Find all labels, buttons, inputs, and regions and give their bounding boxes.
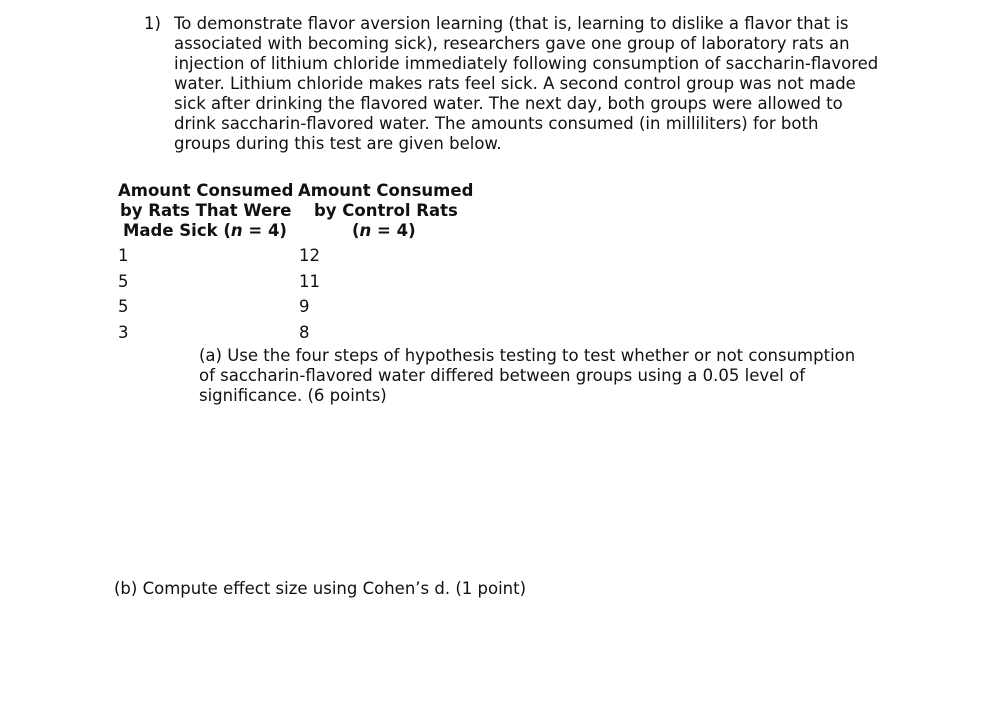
question-line: drink saccharin-flavored water. The amounts consumed (in milliliters) for both	[174, 114, 819, 133]
table-cell: 8	[299, 322, 310, 342]
table-cell: 11	[299, 271, 320, 291]
question-line: water. Lithium chloride makes rats feel sick. A second control group was not made	[174, 74, 856, 93]
question-line: injection of lithium chloride immediately following consumption of saccharin-flavored	[174, 54, 879, 73]
control-header-line	[298, 221, 473, 241]
sample-size-symbol: n	[359, 221, 372, 240]
part-a-line: of saccharin-flavored water differed between groups using a 0.05 level of	[199, 366, 806, 385]
question-text	[174, 14, 904, 154]
table-cell: 5	[118, 271, 129, 291]
question-line: groups during this test are given below.	[174, 134, 502, 153]
control-header-line: by Control Rats	[314, 201, 458, 220]
control-header-prefix: (	[352, 221, 360, 240]
sick-group-header	[118, 181, 293, 241]
question-line: associated with becoming sick), researchers gave one group of laboratory rats an	[174, 34, 850, 53]
sick-values-column	[118, 243, 129, 345]
control-header-suffix: = 4)	[371, 221, 416, 240]
sick-header-line: by Rats That Were	[120, 201, 292, 220]
table-cell: 5	[118, 297, 129, 316]
table-cell: 3	[118, 322, 129, 342]
question-line: sick after drinking the flavored water. The next day, both groups were allowed to	[174, 94, 843, 113]
sick-header-line	[118, 221, 293, 241]
part-a-prompt	[199, 346, 899, 406]
table-cell: 1	[118, 246, 129, 265]
sick-header-prefix: Made Sick (	[123, 221, 231, 240]
sample-size-symbol: n	[230, 221, 243, 240]
table-cell: 9	[299, 297, 310, 316]
question-number: 1)	[144, 14, 161, 33]
table-cell: 12	[299, 246, 320, 265]
part-a-line: (a) Use the four steps of hypothesis testing to test whether or not consumption	[199, 346, 856, 365]
part-b-prompt: (b) Compute effect size using Cohen’s d. (1 point)	[114, 579, 527, 598]
control-group-header	[298, 181, 473, 241]
control-values-column	[299, 243, 320, 345]
control-header-line: Amount Consumed	[298, 181, 474, 200]
question-line: To demonstrate flavor aversion learning (that is, learning to dislike a flavor that is	[174, 14, 849, 33]
sick-header-line: Amount Consumed	[118, 181, 294, 200]
sick-header-suffix: = 4)	[242, 221, 287, 240]
part-a-line: significance. (6 points)	[199, 386, 387, 405]
